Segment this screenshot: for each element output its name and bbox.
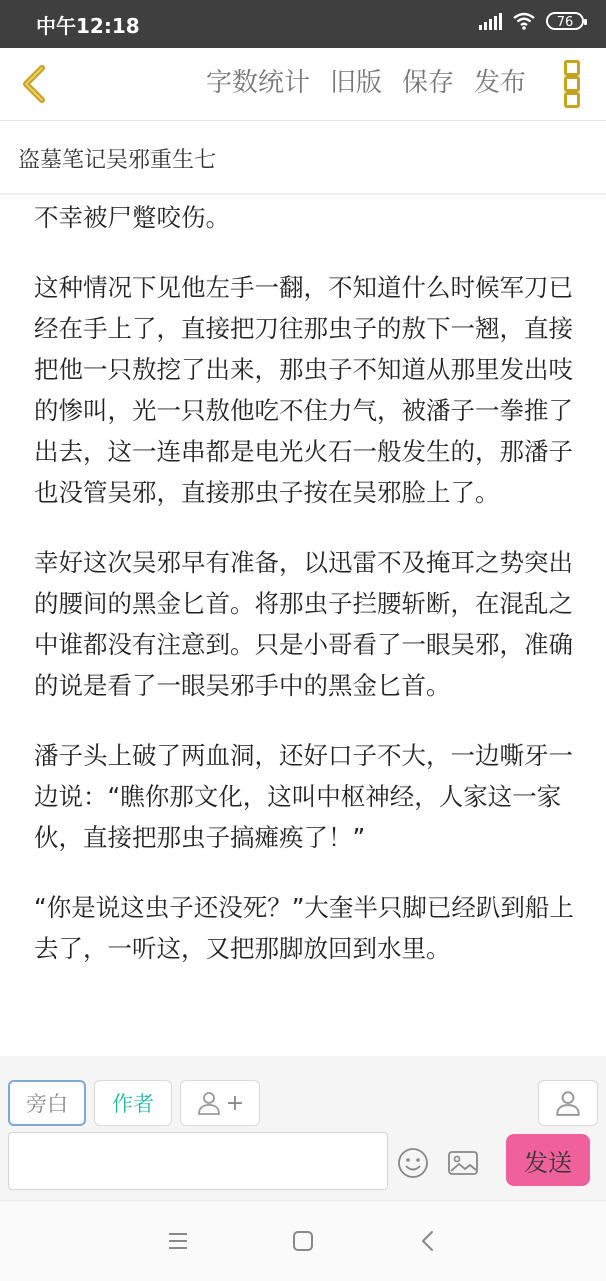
status-icons xyxy=(478,12,584,30)
more-dot xyxy=(564,60,580,76)
emoji-icon[interactable] xyxy=(396,1146,430,1180)
back-icon[interactable] xyxy=(414,1227,442,1255)
signal-icon xyxy=(478,12,502,30)
status-bar xyxy=(0,0,606,48)
more-dot xyxy=(564,92,580,108)
paragraph: 幸好这次吴邪早有准备，以迅雷不及掩耳之势突出的腰间的黑金匕首。将那虫子拦腰斩断，在混乱之中谁都没有注意到。只是小哥看了一眼吴邪，准确的说是看了一眼吴邪手中的黑金匕首。 xyxy=(34,548,573,700)
story-content[interactable] xyxy=(0,194,606,1056)
back-chevron-icon[interactable] xyxy=(14,62,58,106)
paragraph: 这种情况下见他左手一翻，不知道什么时候军刀已经在手上了，直接把刀往那虫子的敖下一翘，直接把他一只敖挖了出来，那虫子不知道从那里发出吱的惨叫，光一只敖他吃不住力气，被潘子一拳推了出去，这一连串都是电光火石一般发生的，那潘子也没管吴邪，直接那虫子按在吴邪脸上了。 xyxy=(34,273,573,507)
paragraph: “你是说这虫子还没死？”大奎半只脚已经趴到船上去了，一听这，又把那脚放回到水里。 xyxy=(34,893,574,963)
message-input[interactable] xyxy=(8,1132,388,1190)
system-nav-bar xyxy=(0,1200,606,1281)
image-icon[interactable] xyxy=(446,1146,480,1180)
narration-label: 旁白 xyxy=(26,1092,68,1116)
publish-button[interactable]: 发布 xyxy=(473,68,526,98)
word-count-button[interactable]: 字数统计 xyxy=(205,68,310,98)
add-role-button[interactable] xyxy=(180,1080,260,1126)
person-icon xyxy=(554,1089,582,1117)
old-version-button[interactable]: 旧版 xyxy=(329,68,382,98)
send-button[interactable]: 发送 xyxy=(506,1134,590,1186)
home-icon[interactable] xyxy=(289,1227,317,1255)
more-dot xyxy=(564,76,580,92)
compose-panel xyxy=(0,1056,606,1200)
add-plus-label: + xyxy=(225,1090,245,1116)
person-icon xyxy=(196,1090,222,1116)
more-menu-icon[interactable] xyxy=(564,60,580,108)
wifi-icon xyxy=(512,12,536,30)
document-title: 盗墓笔记吴邪重生七 xyxy=(18,148,217,173)
author-label: 作者 xyxy=(112,1092,154,1116)
save-button[interactable]: 保存 xyxy=(401,68,454,98)
role-select-button[interactable] xyxy=(538,1080,598,1126)
paragraph-list xyxy=(34,194,582,998)
toolbar-actions xyxy=(206,66,526,100)
battery-icon: 76 xyxy=(546,12,584,30)
document-title-bar[interactable] xyxy=(0,121,606,194)
narration-role-button[interactable] xyxy=(8,1080,86,1126)
top-toolbar xyxy=(0,48,606,121)
menu-icon[interactable] xyxy=(164,1227,192,1255)
paragraph: 不幸被尸蹩咬伤。 xyxy=(34,203,230,232)
paragraph: 潘子头上破了两血洞，还好口子不大，一边嘶牙一边说：“瞧你那文化，这叫中枢神经，人家这一家伙，直接把那虫子搞瘫痪了！” xyxy=(34,741,573,852)
status-time: 中午12:18 xyxy=(36,14,140,38)
author-role-button[interactable] xyxy=(94,1080,172,1126)
